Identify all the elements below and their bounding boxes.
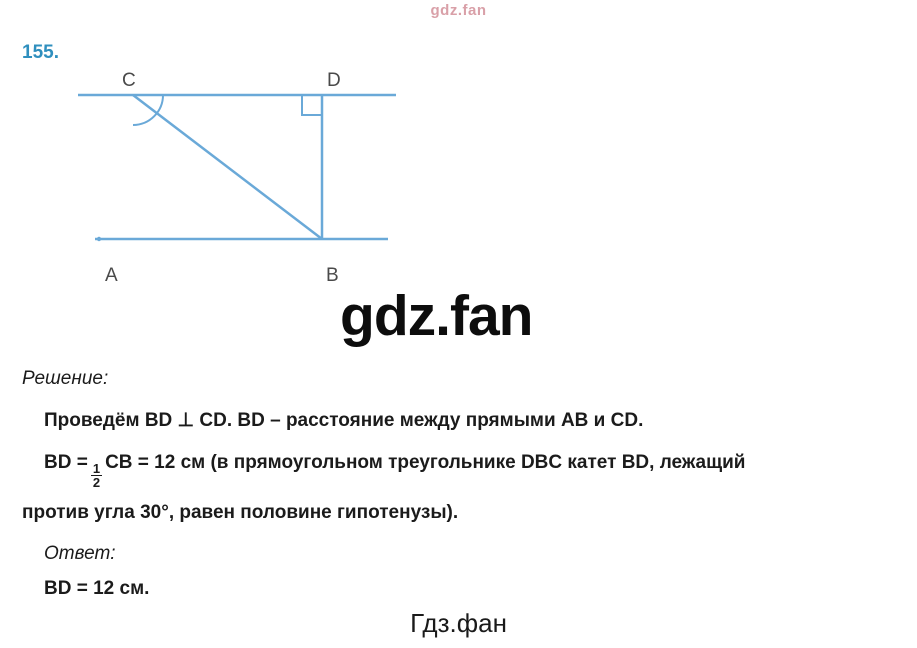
figure-label-b: B bbox=[326, 265, 339, 286]
solution-heading: Решение: bbox=[22, 368, 109, 389]
solution-paragraph-2 bbox=[44, 452, 746, 490]
watermark-bottom: Гдз.фан bbox=[410, 608, 507, 638]
figure-label-c: C bbox=[122, 70, 136, 91]
figure-svg bbox=[0, 60, 460, 290]
watermark-top: gdz.fan bbox=[430, 2, 487, 19]
geometry-figure bbox=[0, 60, 460, 290]
fraction-denominator: 2 bbox=[92, 475, 101, 491]
figure-label-a: A bbox=[105, 265, 118, 286]
answer-value: BD = 12 см. bbox=[44, 578, 150, 599]
watermark-center: gdz.fan bbox=[340, 284, 533, 348]
solution-paragraph-1: Проведём BD ⊥ CD. BD – расстояние между прямыми AB и CD. bbox=[44, 410, 644, 431]
formula-prefix: BD = bbox=[44, 452, 88, 473]
fraction-one-half bbox=[91, 462, 102, 490]
solution-paragraph-3: против угла 30°, равен половине гипотенузы). bbox=[22, 502, 459, 523]
figure-label-d: D bbox=[327, 70, 341, 91]
right-angle-mark-d bbox=[302, 95, 322, 115]
task-number: 155. bbox=[22, 42, 59, 63]
formula-suffix: CB = 12 см (в прямоугольном треугольнике DBC катет BD, лежащий bbox=[105, 452, 746, 473]
point-a-dot bbox=[97, 237, 101, 241]
fraction-numerator: 1 bbox=[92, 460, 101, 476]
answer-heading: Ответ: bbox=[44, 543, 116, 564]
segment-cb bbox=[133, 95, 322, 239]
